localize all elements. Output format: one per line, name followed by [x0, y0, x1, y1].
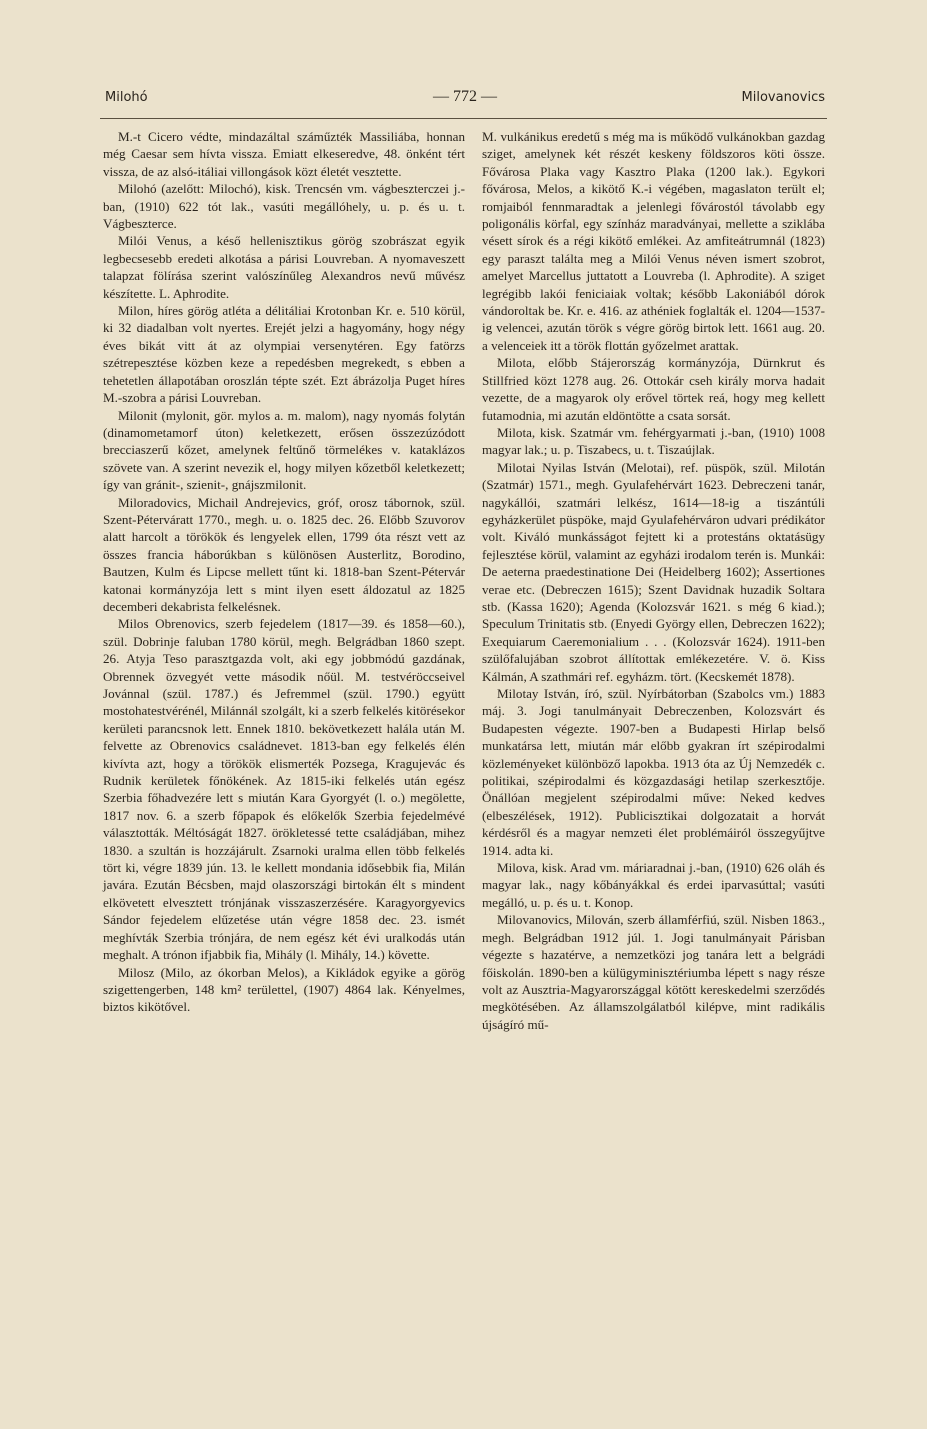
header-rule: [100, 118, 827, 119]
entry-miloi-venus: Milói Venus, a késő hellenisztikus görög szobrászat egyik legbecsesebb eredeti alkotása a párisi Louvreban. A nyomaveszett talapzat fölírása szerint valószínűleg Alexandros nevű művész készítette. L. Aphrodite.: [103, 233, 465, 301]
entry-miloradovics: Miloradovics, Michail Andrejevics, gróf, orosz tábornok, szül. Szent-Péterváratt 1770., megh. u. o. 1825 dec. 26. Előbb Szuvorov alatt harcolt a törökök és lengyelek ellen, 1799 óta részt vett az összes francia háborúkban s különösen Austerlitz, Borodino, Bautzen, Kulm és Lipcse mellett tűnt ki. 1818-ban Szent-Pétervár katonai kormányzója lett s mint ilyen esett áldozatul az 1825 decemberi dekabrista felkelésnek.: [103, 494, 465, 614]
entry-milonit: Milonit (mylonit, gör. mylos a. m. malom), nagy nyomás folytán (dinamometamorf úton) keletkezett, erősen összezúzódott brecciaszerű kőzet, amelynek feltűnő törmelékes v. kataklázos szövete van. A szerint nevezik el, hogy milyen kőzetből keletkezett; így van gránit-, szienit-, gnájszmilonit.: [103, 407, 465, 493]
entry-milosz: Milosz (Milo, az ókorban Melos), a Kikládok egyike a görög szigettengerben, 148 km² területtel, (1907) 4864 lak. Kényelmes, biztos kikötővel.: [103, 964, 465, 1015]
entry-milotai-nyilas: Milotai Nyilas István (Melotai), ref. püspök, szül. Milotán (Szatmár) 1571., megh. Gyulafehérvárt 1623. Debreczeni tanár, nagykállói, szatmári lelkész, 1614—18-ig a tiszántúli egyházkerület püspöke, majd Gyulafehérváron udvari prédikátor volt. Kiváló munkásságot fejtett ki a protestáns oktatásügy fejlesztése körül, valamint az egyházi irodalom terén is. Munkái: De aeterna praedestinatione Dei (Heidelberg 1602); Assertiones verae etc. (Debreczen 1615); Szent Davidnak huzadik Soltara stb. (Kassa 1620); Agenda (Kolozsvár 1621. s még 6 kiad.); Speculum Trinitatis stb. (Enyedi György ellen, Debreczen 1622); Exequiarum Caeremonialium . . . (Kolozsvár 1624). 1911-ben szülőfalujában szobrot állítottak emlékezetére. V. ö. Kiss Kálmán, A szathmári ref. egyházm. tört. (Kecskemét 1878).: [482, 459, 825, 684]
entry-milos-obrenovics: Milos Obrenovics, szerb fejedelem (1817—39. és 1858—60.), szül. Dobrinje faluban 1780 körül, megh. Belgrádban 1860 szept. 26. Atyja Teso parasztgazda volt, aki egy jobbmódú gazdának, Obrennek özvegyét vette második nőül. M. testvéröccseivel Jovánnal (szül. 1787.) és Jefremmel (szül. 1790.) együtt mostohatestvérénél, Milánnál szolgált, ki a szerb felkelés kitörésekor kerületi parancsnok lett. Ennek 1810. bekövetkezett halála után M. felvette az Obrenovics családnevet. 1813-ban egy felkelés élén kivívta azt, hogy a törökök elismerték Pozsega, Kragujevác és Rudnik kerületek főnökének. Az 1815-iki felkelés után egész Szerbia főhadvezére lett s miután Kara Gyorgyét (l. o.) megölette, 1817 nov. 6. a szerb főpapok és előkelők Szerbia fejedelmévé választották. Méltóságát 1827. örökletessé tette családjában, mihez 1830. a szultán is hozzájárult. Zsarnoki uralma ellen több felkelés tört ki, végre 1839 jún. 13. le kellett mondania idősebbik fia, Milán javára. Ezután Bécsben, majd olaszországi birtokán élt s mindent elkövetett elvesztett trónjának visszaszerzésére. Karagyorgyevics Sándor fejedelem elűzetése után végre 1858 dec. 23. ismét meghívták Szerbia trónjára, de nem egész két évi uralkodás után meghalt. A trónon ifjabbik fia, Mihály (l. Mihály, 14.) követte.: [103, 616, 465, 963]
entry-milovanovics: Milovanovics, Milován, szerb államférfiú, szül. Nisben 1863., megh. Belgrádban 1912 júl. 1. Jogi tanulmányait Párisban végezte s hazatérve, a nemzetközi jog tanára lett a belgrádi főiskolán. 1890-ben a külügyminisztériumba lépett s nagy része volt az Ausztria-Magyarországgal kötött kereskedelmi szerződés megkötésében. Az államszolgálatból kilépve, mint radikális újságíró mű-: [482, 912, 825, 1032]
entry-milota-person: Milota, előbb Stájerország kormányzója, Dürnkrut és Stillfried közt 1278 aug. 26. Ottokár cseh király morva hadait vezette, de a magyarok oly erővel törtek reá, hogy meg kellett futamodnia, mi azután eldöntötte a csata sorsát.: [482, 355, 825, 423]
right-column: [482, 128, 825, 1033]
entry-milon: Milon, híres görög atléta a délitáliai Krotonban Kr. e. 510 körül, ki 32 diadalban volt nyertes. Erejét jelzi a hagyomány, hogy négy éves bikát vitt át az olympiai versenytéren. Egy fatörzs szétrepesztése közben keze a repedésben megrekedt, s ebben a tehetetlen állapotában oroszlán tépte szét. Ezt ábrázolja Puget híres M.-szobra a párisi Louvreban.: [103, 303, 465, 406]
header-last-entry: Milovanovics: [741, 90, 825, 105]
entry-milota-village: Milota, kisk. Szatmár vm. fehérgyarmati j.-ban, (1910) 1008 magyar lak.; u. p. Tiszabecs, u. t. Tiszaújlak.: [482, 424, 825, 458]
left-column: [103, 128, 465, 1016]
entry-continuation: M.-t Cicero védte, mindazáltal száműzték Massiliába, honnan még Caesar sem hívta vissza. Emiatt elkeseredve, 48. önként tért vissza, de az alsó-itáliai villongások közt életét vesztette.: [103, 129, 465, 179]
header-first-entry: Milohó: [105, 90, 148, 105]
page-number: — 772 —: [433, 88, 497, 105]
entry-milotay: Milotay István, író, szül. Nyírbátorban (Szabolcs vm.) 1883 máj. 3. Jogi tanulmányait Debreczenben, Kolozsvárt és Budapesten végezte. 1907-ben a Budapesti Hirlap belső munkatársa lett, miután már előbb gyakran írt szépirodalmi közleményeket különböző lapokba. 1913 óta az Új Nemzedék c. politikai, szépirodalmi és közgazdasági hetilap szerkesztője. Önállóan megjelent szépirodalmi műve: Neked kedves (elbeszélések, 1912). Publicisztikai dolgozatait a horvát kérdésről és a magyar nemzeti élet problémáiról összegyűjtve 1914. adta ki.: [482, 686, 825, 858]
entry-miloho: Milohó (azelőtt: Milochó), kisk. Trencsén vm. vágbeszterczei j.-ban, (1910) 622 tót lak., vasúti megállóhely, u. p. és u. t. Vágbeszterce.: [103, 181, 465, 232]
entry-milova: Milova, kisk. Arad vm. máriaradnai j.-ban, (1910) 626 oláh és magyar lak., nagy kőbányákkal és erdei iparvasúttal; vasúti megálló, u. p. és u. t. Konop.: [482, 860, 825, 910]
entry-milosz-continuation: M. vulkánikus eredetű s még ma is működő vulkánokban gazdag sziget, amelynek két részét keskeny földszoros köti össze. Fővárosa Plaka vagy Kasztro Plaka (1200 lak.). Egykori fővárosa, Melos, a kikötő K.-i végében, magaslaton terült el; romjaiból fennmaradtak a jelenlegi fővárostól távolabb egy poligonális körfal, egy színház maradványai, mellette a sziklába vésett sírok és a régi kikötő emlékei. Az amfiteátrumnál (1823) egy paraszt találta meg a Milói Venus néven ismert szobrot, amelyet Marcellus juttatott a Louvreba (l. Aphrodite). A sziget legrégibb lakói feniciaiak voltak; később Lakoniából dórok vándoroltak be. Kr. e. 416. az athéniek foglalták el. 1204—1537-ig velencei, azután török s végre görög birtok lett. 1661 aug. 20. a velenceiek itt a török flottán győzelmet arattak.: [482, 129, 825, 353]
running-header: [105, 88, 825, 110]
